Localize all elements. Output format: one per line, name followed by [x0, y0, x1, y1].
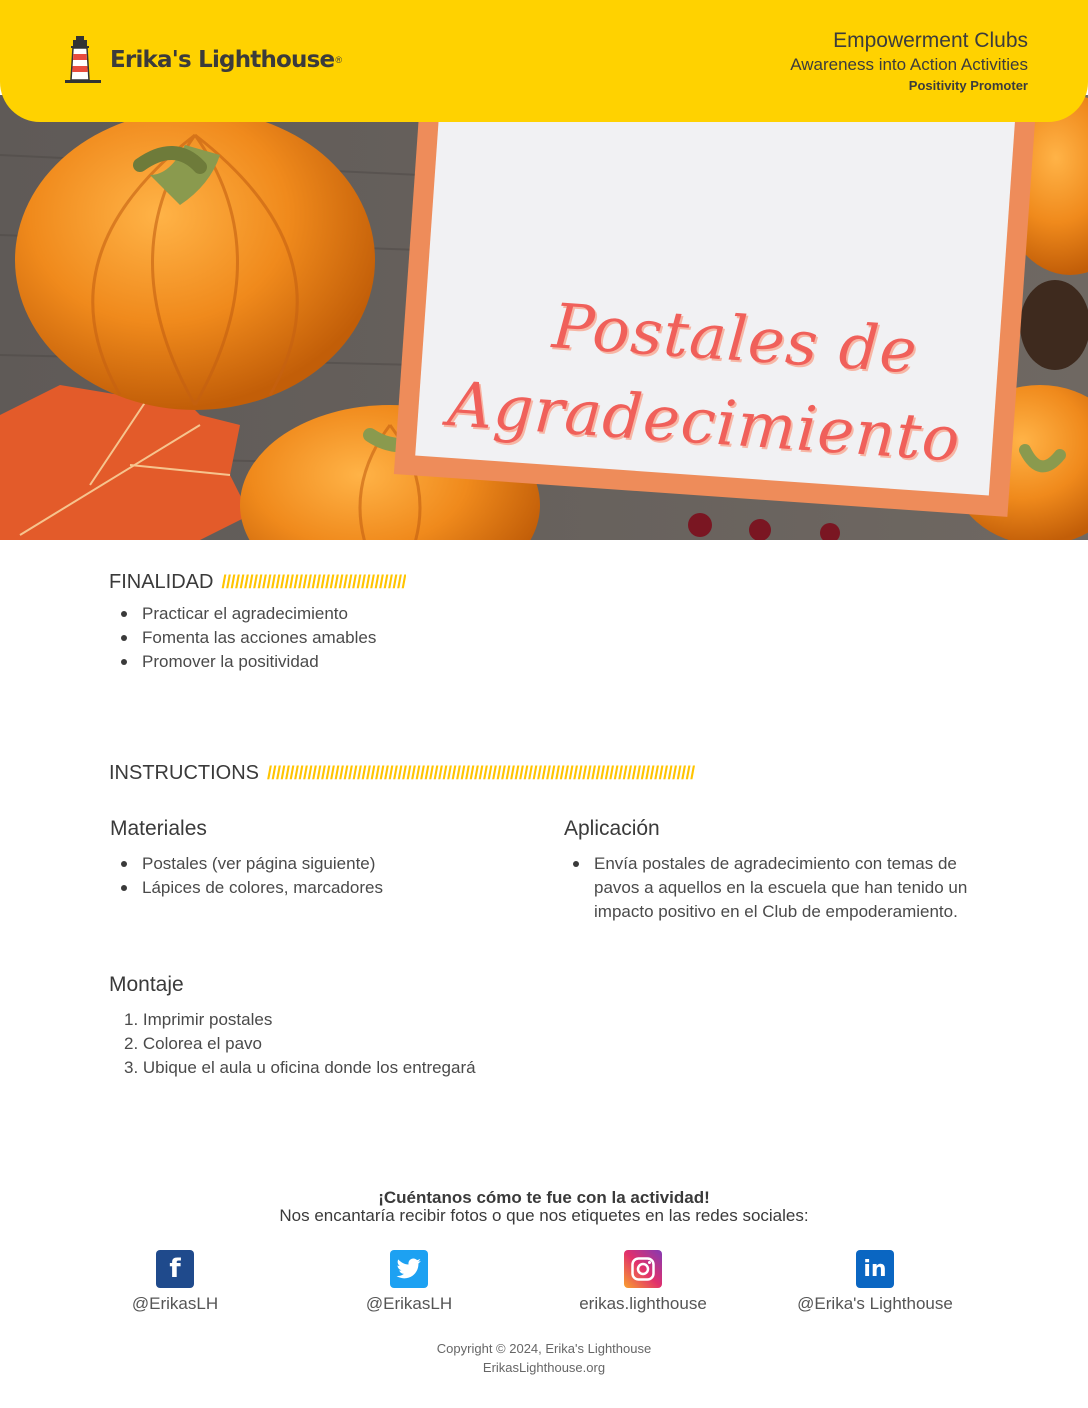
copyright-block — [0, 1339, 1088, 1377]
montaje-list — [110, 1008, 476, 1080]
materiales-heading: Materiales — [110, 817, 207, 840]
linkedin-icon[interactable]: in — [856, 1250, 894, 1288]
page-header — [0, 0, 1088, 122]
program-subtitle: Awareness into Action Activities — [790, 55, 1028, 74]
materiales-list — [110, 852, 383, 900]
list-item: 3. Ubique el aula u oficina donde los entregará — [124, 1058, 476, 1077]
finalidad-slashes: ///////////////////////////////////////// — [221, 572, 407, 592]
finalidad-heading — [109, 571, 406, 594]
list-item: Postales (ver página siguiente) — [110, 852, 383, 876]
finalidad-list — [110, 602, 376, 674]
hero-title-line2: Agradecimiento — [445, 367, 963, 476]
social-linkedin[interactable] — [775, 1250, 975, 1314]
social-instagram[interactable] — [543, 1250, 743, 1314]
cta-text: Nos encantaría recibir fotos o que nos etiquetes en las redes sociales: — [279, 1206, 809, 1225]
facebook-handle[interactable]: @ErikasLH — [131, 1294, 219, 1313]
instructions-heading — [109, 762, 987, 785]
hero-image — [0, 95, 1088, 540]
list-item: Fomenta las acciones amables — [110, 626, 376, 650]
erikas-lighthouse-logo[interactable] — [62, 34, 342, 86]
twitter-handle[interactable]: @ErikasLH — [365, 1294, 453, 1313]
copyright-text: Copyright © 2024, Erika's Lighthouse — [436, 1341, 652, 1356]
hero-title-line1: Postales de — [550, 289, 920, 388]
linkedin-handle[interactable]: @Erika's Lighthouse — [797, 1294, 953, 1313]
program-title: Empowerment Clubs — [833, 29, 1028, 52]
facebook-icon[interactable]: f — [156, 1250, 194, 1288]
social-facebook[interactable] — [75, 1250, 275, 1314]
twitter-icon[interactable] — [390, 1250, 428, 1288]
logo-text: Erika's Lighthouse — [110, 47, 335, 73]
activity-category: Positivity Promoter — [908, 78, 1028, 93]
instructions-slashes: /////////////////////////////////////////////////////////////////////////////////////////////// — [267, 763, 695, 783]
instagram-handle[interactable]: erikas.lighthouse — [579, 1294, 707, 1313]
instagram-icon[interactable] — [624, 1250, 662, 1288]
list-item: Promover la positividad — [110, 650, 376, 674]
finalidad-title: FINALIDAD — [109, 571, 214, 593]
cta-heading: ¡Cuéntanos cómo te fue con la actividad! — [378, 1188, 710, 1207]
montaje-heading: Montaje — [109, 973, 184, 996]
list-item: Practicar el agradecimiento — [110, 602, 376, 626]
registered-mark: ® — [335, 55, 342, 65]
website-link[interactable]: ErikasLighthouse.org — [482, 1360, 606, 1375]
header-titles — [790, 28, 1028, 95]
social-twitter[interactable] — [309, 1250, 509, 1314]
aplicacion-heading: Aplicación — [564, 817, 660, 840]
list-item: Lápices de colores, marcadores — [110, 876, 383, 900]
list-item: 2. Colorea el pavo — [124, 1034, 262, 1053]
instructions-title: INSTRUCTIONS — [109, 762, 259, 784]
list-item: Envía postales de agradecimiento con temas de pavos a aquellos en la escuela que han tenido un impacto positivo en el Club de empoderamiento. — [562, 852, 982, 924]
list-item: 1. Imprimir postales — [124, 1010, 273, 1029]
aplicacion-list — [562, 852, 982, 924]
lighthouse-icon — [62, 34, 102, 86]
